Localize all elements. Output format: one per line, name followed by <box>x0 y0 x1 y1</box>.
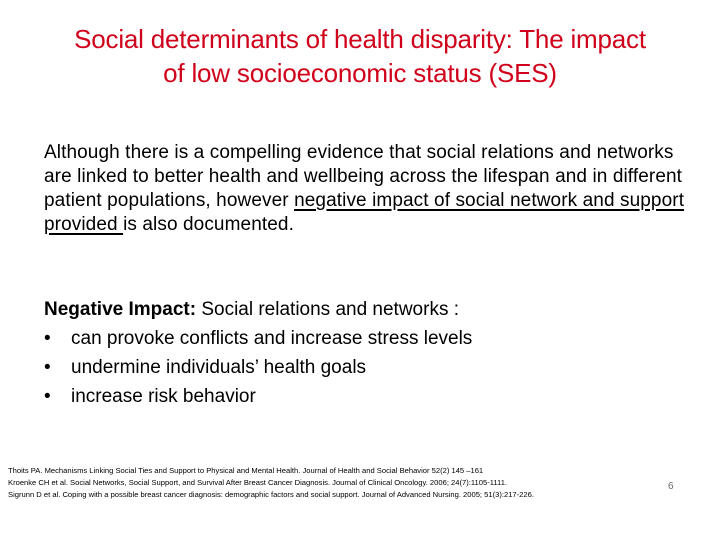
list-item-text: can provoke conflicts and increase stress levels <box>71 328 473 349</box>
negative-impact-label: Negative Impact: <box>44 299 197 320</box>
reference-item: Sigrunn D et al. Coping with a possible breast cancer diagnosis: demographic factors and social support. Journal of Advanced Nursing. 2005; 51(3):217-226. <box>8 490 534 499</box>
negative-impact-list <box>44 324 694 411</box>
list-item-text: undermine individuals’ health goals <box>71 357 367 378</box>
intro-text-start: Although there is a compelling evidence that social relations and networks are linked to better health and wellbeing across the lifespan and in different patient populations, however <box>44 142 683 211</box>
intro-paragraph <box>44 141 694 237</box>
bullet-icon: • <box>44 357 51 378</box>
page-number: 6 <box>668 481 674 492</box>
bullet-icon: • <box>44 386 51 407</box>
list-item <box>44 382 694 411</box>
negative-impact-section <box>44 295 694 411</box>
list-item <box>44 353 694 382</box>
slide-title-line-1: Social determinants of health disparity: The impact <box>74 24 646 54</box>
slide-title-line-2: of low socioeconomic status (SES) <box>163 58 557 88</box>
negative-impact-heading <box>44 295 694 324</box>
list-item-text: increase risk behavior <box>71 386 256 407</box>
reference-item: Thoits PA. Mechanisms Linking Social Ties and Support to Physical and Mental Health. Journal of Health and Social Behavior 52(2) 145 –161 <box>8 466 484 475</box>
intro-underlined-text: negative impact of social network and support provided <box>44 190 685 235</box>
references <box>8 465 668 501</box>
bullet-icon: • <box>44 328 51 349</box>
slide-title <box>20 22 700 90</box>
intro-text-end: is also documented. <box>123 214 294 235</box>
reference-item: Kroenke CH et al. Social Networks, Social Support, and Survival After Breast Cancer Diagnosis. Journal of Clinical Oncology. 2006; 24(7):1105-1111. <box>8 478 508 487</box>
negative-impact-lead: Social relations and networks : <box>196 299 460 320</box>
list-item <box>44 324 694 353</box>
